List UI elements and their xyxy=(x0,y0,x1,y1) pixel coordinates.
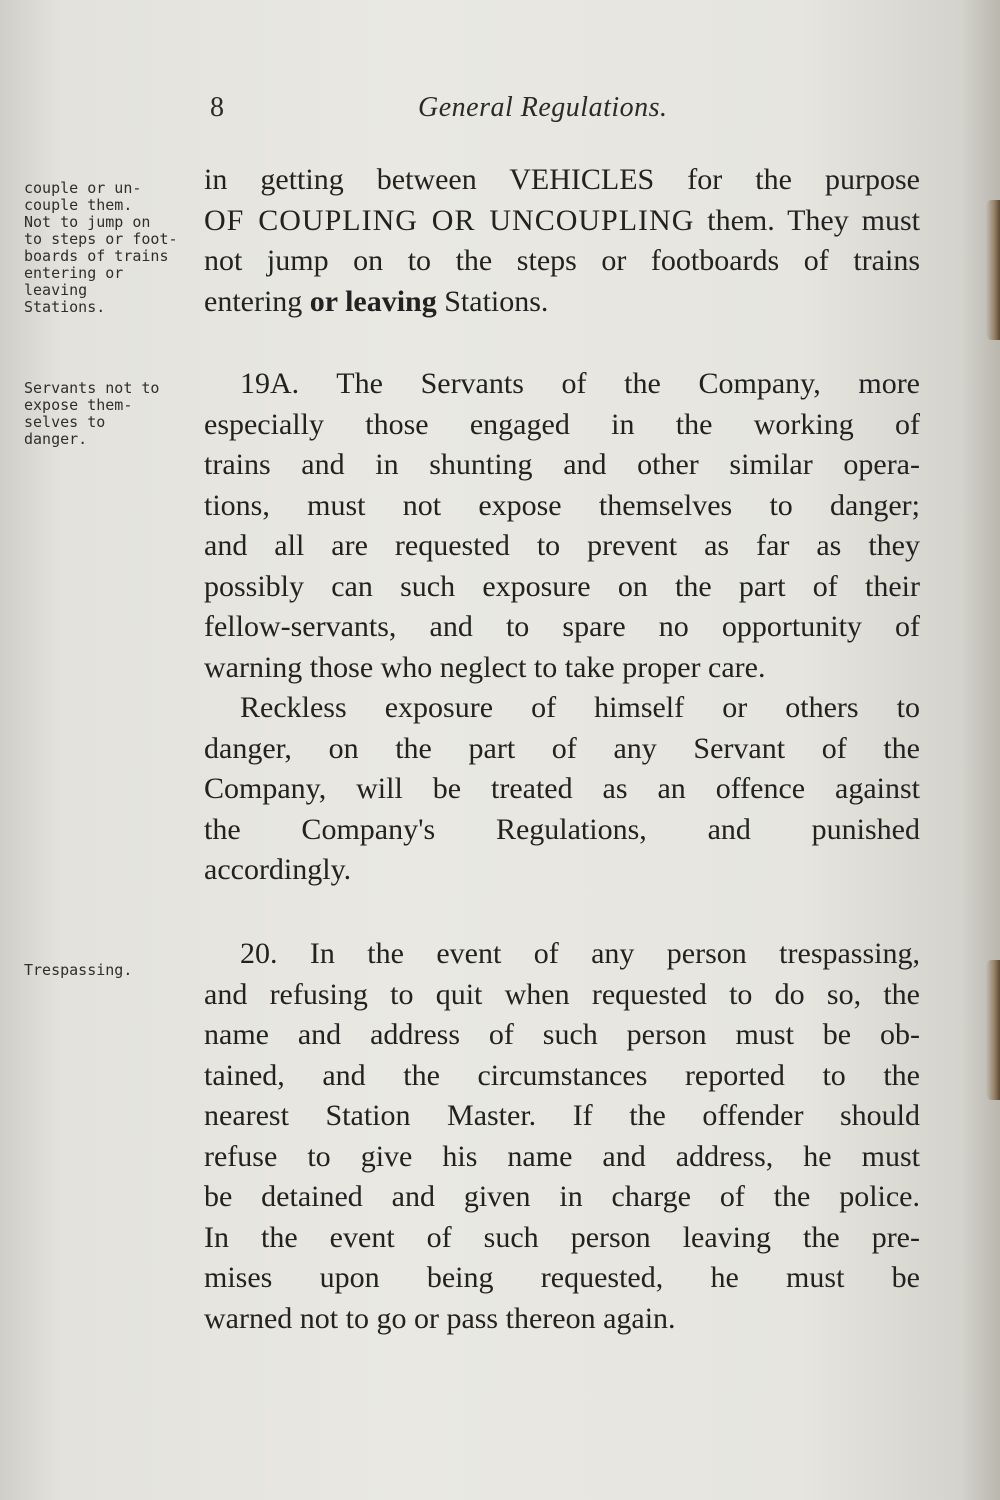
text-line: possibly can such exposure on the part of their xyxy=(204,569,920,603)
sidenote-coupling: couple or un- couple them. Not to jump on to steps or foot- boards of trains entering or leaving Stations. xyxy=(24,179,178,316)
text-line: mises upon being requested, he must be xyxy=(204,1261,920,1294)
text-line xyxy=(204,282,920,323)
sidenote-trespassing: Trespassing. xyxy=(24,961,133,979)
text-line: fellow-servants, and to spare no opportunity of xyxy=(204,610,920,643)
text-fragment: Stations. xyxy=(436,284,549,318)
text-fragment: entering xyxy=(204,284,310,318)
paragraph-coupling xyxy=(204,160,920,322)
text-fragment: OF COUPLING OR UNCOUPLING xyxy=(204,203,695,237)
text-line: 19A. The Servants of the Company, more xyxy=(240,367,920,400)
text-line: especially those engaged in the working of xyxy=(204,407,920,441)
text-line: 20. In the event of any person trespassing, xyxy=(240,937,920,970)
text-line: be detained and given in charge of the police. xyxy=(204,1180,920,1213)
sidenote-danger: Servants not to expose them- selves to danger. xyxy=(24,379,160,448)
text-line: refuse to give his name and address, he must xyxy=(204,1139,920,1173)
text-line: trains and in shunting and other similar opera- xyxy=(204,448,920,481)
text-line: tions, must not expose themselves to danger; xyxy=(204,488,920,522)
text-line: nearest Station Master. If the offender should xyxy=(204,1099,920,1132)
text-line: accordingly. xyxy=(204,853,352,886)
paragraph-reckless-exposure xyxy=(204,688,920,891)
paragraph-20-trespassing xyxy=(204,934,920,1339)
text-fragment: or leaving xyxy=(309,284,437,318)
page-number: 8 xyxy=(210,92,224,123)
text-line: In the event of such person leaving the pre- xyxy=(204,1220,920,1254)
text-line: the Company's Regulations, and punished xyxy=(204,812,920,846)
text-line: danger, on the part of any Servant of the xyxy=(204,731,920,765)
edge-stain xyxy=(986,200,1000,340)
running-title: General Regulations. xyxy=(418,92,668,123)
text-line: in getting between VEHICLES for the purpose xyxy=(204,163,920,196)
edge-stain xyxy=(986,960,1000,1100)
text-line: and refusing to quit when requested to do so, the xyxy=(204,977,920,1011)
running-head xyxy=(210,92,730,132)
paragraph-19a xyxy=(204,364,920,688)
text-line: not jump on to the steps or footboards of trains xyxy=(204,244,920,277)
text-line: name and address of such person must be ob- xyxy=(204,1018,920,1051)
text-fragment: them. They must xyxy=(694,203,920,237)
text-line: warning those who neglect to take proper care. xyxy=(204,650,766,684)
text-line xyxy=(204,201,920,242)
text-line: Reckless exposure of himself or others to xyxy=(240,691,920,724)
text-line: tained, and the circumstances reported to the xyxy=(204,1058,920,1092)
text-line: and all are requested to prevent as far as they xyxy=(204,529,920,562)
text-line: warned not to go or pass thereon again. xyxy=(204,1301,676,1335)
text-line: Company, will be treated as an offence against xyxy=(204,772,920,805)
